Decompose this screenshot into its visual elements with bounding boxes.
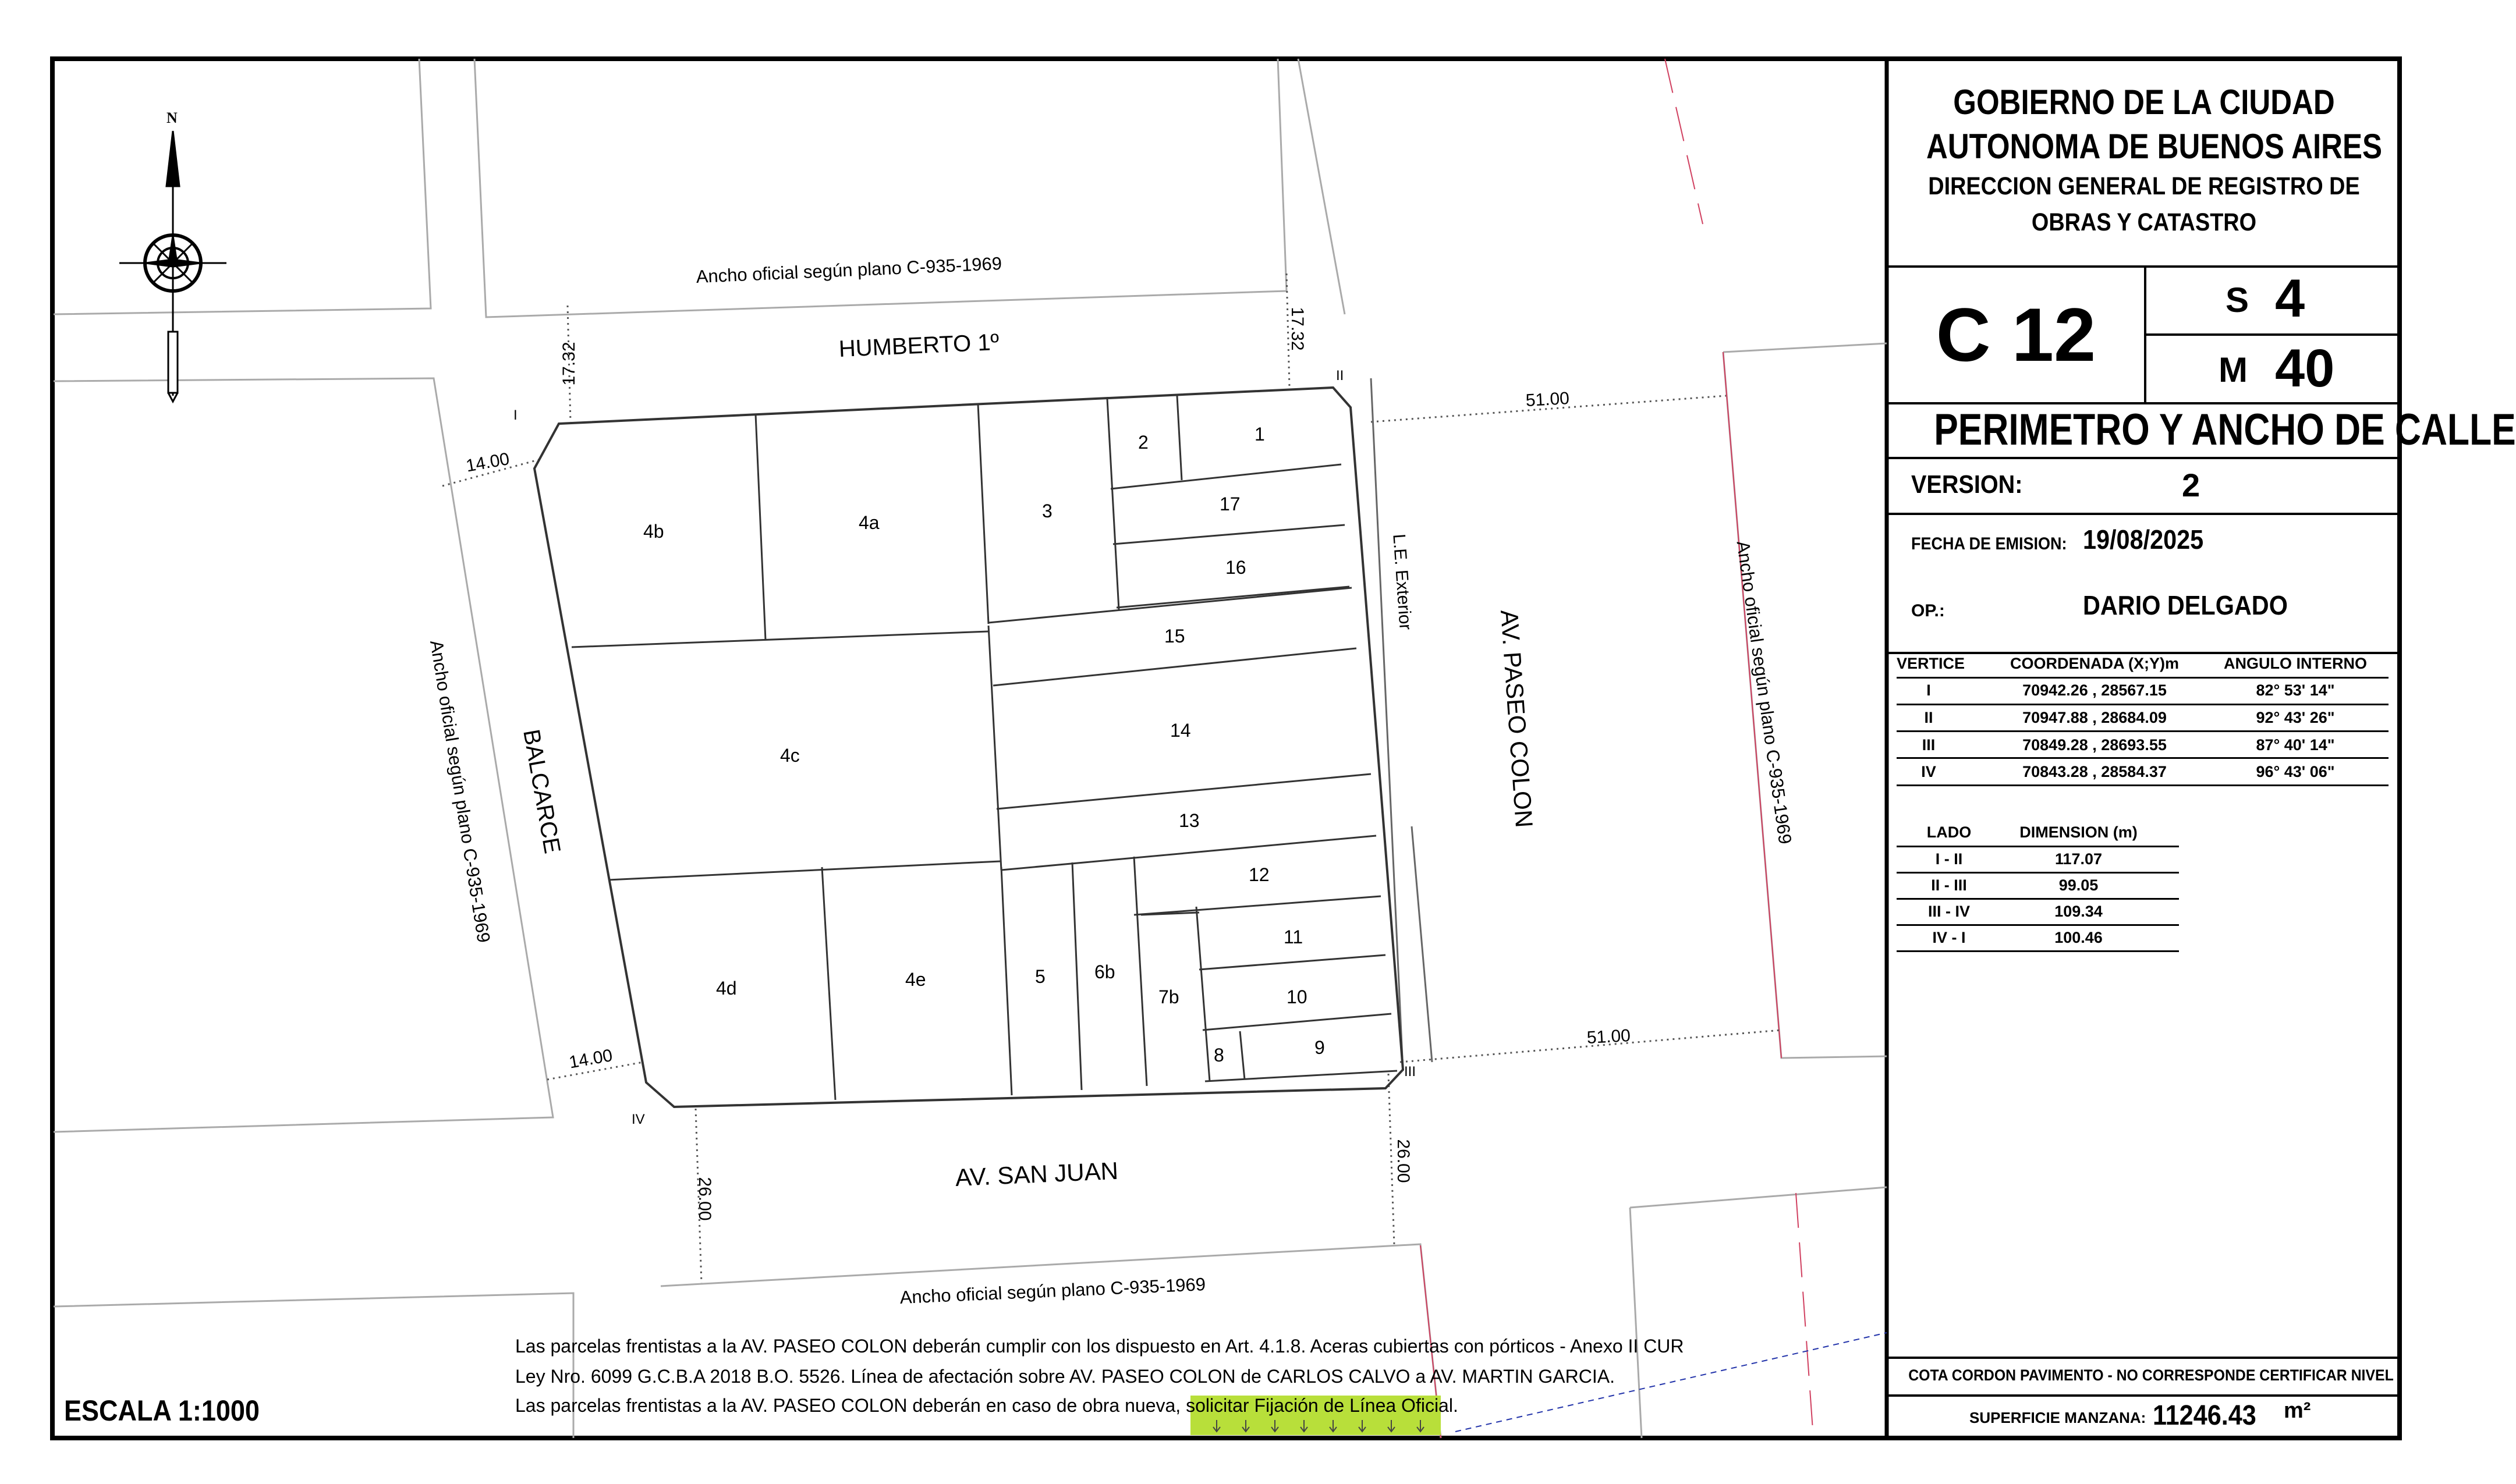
parcel-label: 10 [1287,986,1307,1007]
gov-title-line2: AUTONOMA DE BUENOS AIRES [1926,127,2383,166]
parcel-label: 4b [643,521,664,542]
fecha-value: 19/08/2025 [2083,524,2204,555]
dimension-cell: 100.46 [2054,929,2103,946]
dimension-lines [442,274,1781,1283]
angle-cell: 82° 53' 14" [2256,681,2335,699]
scale-label: ESCALA 1:1000 [64,1394,260,1427]
street-name-east: AV. PASEO COLON [1495,609,1539,829]
dim-west-top: 14.00 [465,449,511,476]
parcel-label: 2 [1138,432,1149,453]
vertex-cell: III [1922,736,1936,754]
parcel-label: 6b [1094,961,1115,982]
coord-cell: 70942.26 , 28567.15 [2022,681,2167,699]
note-line-1: Las parcelas frentistas a la AV. PASEO COLON deberán cumplir con los dispuesto en Art. 4.1.8. Aceras cubiertas con pórticos - Anexo II CUR [515,1336,1684,1357]
dim-north-left: 17.32 [559,342,579,386]
note-line-2: Ley Nro. 6099 G.C.B.A 2018 B.O. 5526. Línea de afectación sobre AV. PASEO COLON de CARLOS CALVO a AV. MARTIN GARCIA. [515,1366,1615,1387]
vertex-cell: IV [1921,763,1936,780]
coord-col-header: COORDENADA (X;Y)m [2010,655,2179,672]
dept-title-line1: DIRECCION GENERAL DE REGISTRO DE [1928,172,2360,200]
parcel-label: 9 [1314,1037,1325,1058]
official-width-note-south: Ancho oficial según plano C-935-1969 [899,1274,1206,1308]
vertex-cell: II [1924,709,1933,726]
manzana-label: M [2219,350,2248,389]
vertex-iv: IV [632,1112,645,1127]
street-name-north: HUMBERTO 1º [838,329,1000,362]
parcel-label: 11 [1284,926,1303,947]
op-value: DARIO DELGADO [2083,590,2288,620]
parcel-label: 16 [1225,557,1246,578]
lado-cell: IV - I [1932,929,1966,946]
parcel-label: 13 [1179,810,1200,831]
parcel-label: 1 [1255,424,1265,445]
angle-col-header: ANGULO INTERNO [2224,655,2367,672]
vertex-i: I [513,407,518,423]
dim-north-right: 17.32 [1288,307,1307,351]
parcel-label: 17 [1220,494,1241,514]
dimension-cell: 99.05 [2058,876,2099,894]
dim-south-left: 26.00 [695,1177,714,1221]
block-outline [534,388,1403,1107]
parcel-label: 3 [1042,500,1053,521]
dimension-cell: 117.07 [2054,850,2103,868]
parcel-label: 15 [1164,626,1185,647]
manzana-value: 40 [2275,339,2335,398]
official-width-note-north: Ancho oficial según plano C-935-1969 [696,253,1002,287]
parcel-label: 12 [1249,864,1270,885]
superficie-unit: m² [2284,1398,2311,1423]
north-arrow-icon [119,131,226,402]
parcel-lines [572,396,1397,1100]
lado-cell: I - II [1935,850,1963,868]
version-value: 2 [2182,467,2200,503]
cota-note: COTA CORDON PAVIMENTO - NO CORRESPONDE CERTIFICAR NIVEL [1908,1366,2394,1384]
official-width-note-west: Ancho oficial según plano C-935-1969 [426,638,494,945]
street-name-west: BALCARCE [518,727,565,855]
vertex-col-header: VERTICE [1897,655,1965,672]
parcel-label: 4c [780,745,800,766]
version-label: VERSION: [1911,470,2023,499]
parcel-label: 5 [1035,966,1046,987]
lado-cell: III - IV [1927,903,1970,920]
vertex-cell: I [1926,681,1931,699]
street-name-south: AV. SAN JUAN [955,1156,1119,1191]
document-title: PERIMETRO Y ANCHO DE CALLE [1934,405,2516,455]
parcel-label: 7b [1158,986,1179,1007]
superficie-value: 11246.43 [2153,1400,2256,1431]
note-line-3: Las parcelas frentistas a la AV. PASEO COLON deberán en caso de obra nueva, solicitar Fijación de Línea Oficial. [515,1395,1458,1416]
lado-cell: II - III [1931,876,1967,894]
vertex-ii: II [1336,368,1344,384]
parcel-label: 4e [905,969,926,990]
title-block [1888,60,2516,1438]
dimension-col-header: DIMENSION (m) [2019,823,2138,841]
seccion-value: 4 [2275,269,2305,328]
seccion-label: S [2226,281,2249,319]
vertex-iii: III [1404,1064,1416,1080]
lado-col-header: LADO [1926,823,1972,841]
le-exterior-label: L.E. Exterior [1389,533,1415,631]
parcel-label: 8 [1214,1045,1224,1066]
angle-cell: 96° 43' 06" [2256,763,2335,780]
parcel-label: 4a [859,512,880,533]
dim-east-bottom: 51.00 [1586,1026,1631,1048]
op-label: OP.: [1911,601,1945,620]
north-label: N [166,109,178,126]
dim-south-right: 26.00 [1394,1139,1413,1183]
circunscripcion-label: C 12 [1936,292,2096,377]
le-exterior-lines [1371,378,1432,1071]
angle-cell: 87° 40' 14" [2256,736,2335,754]
gov-title-line1: GOBIERNO DE LA CIUDAD [1953,83,2335,122]
angle-cell: 92° 43' 26" [2256,709,2335,726]
official-width-note-east: Ancho oficial según plano C-935-1969 [1732,539,1796,846]
dimension-cell: 109.34 [2054,903,2103,920]
dim-east-top: 51.00 [1525,389,1570,410]
parcel-label: 14 [1170,720,1191,741]
fecha-label: FECHA DE EMISION: [1911,534,2067,553]
coord-cell: 70947.88 , 28684.09 [2022,709,2167,726]
reference-lines [1420,59,1813,1438]
dept-title-line2: OBRAS Y CATASTRO [2031,208,2257,236]
superficie-label: SUPERFICIE MANZANA: [1969,1409,2146,1426]
dim-west-bottom: 14.00 [568,1045,614,1073]
parcel-label: 4d [716,978,737,999]
coord-cell: 70843.28 , 28584.37 [2022,763,2167,780]
coord-cell: 70849.28 , 28693.55 [2022,736,2167,754]
